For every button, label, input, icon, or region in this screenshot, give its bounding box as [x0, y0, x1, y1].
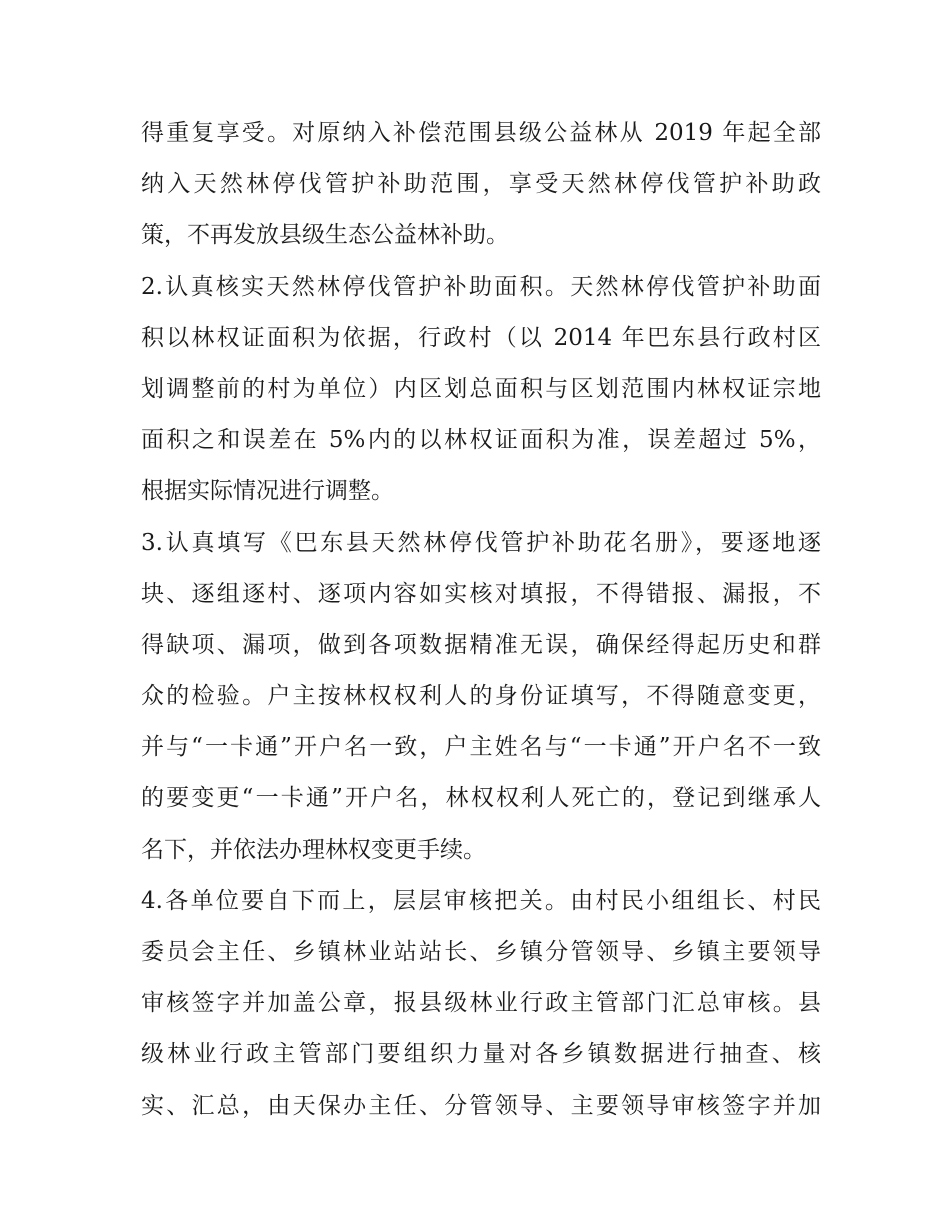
text-line: 审核签字并加盖公章，报县级林业行政主管部门汇总审核。县 — [141, 990, 821, 1017]
text-line: 名下，并依法办理林权变更手续。 — [141, 836, 486, 863]
text-line: 面积之和误差在 5%内的以林权证面积为准，误差超过 5%， — [141, 427, 821, 454]
text-line: 的要变更“一卡通”开户名，林权权利人死亡的，登记到继承人 — [141, 785, 821, 812]
text-line: 根据实际情况进行调整。 — [141, 478, 394, 505]
text-line: 众的检验。户主按林权权利人的身份证填写，不得随意变更， — [141, 683, 821, 710]
body-text — [141, 108, 821, 1132]
text-line: 4.各单位要自下而上，层层审核把关。由村民小组组长、村民 — [141, 887, 821, 914]
text-line: 策，不再发放县级生态公益林补助。 — [141, 222, 509, 249]
text-line: 积以林权证面积为依据，行政村（以 2014 年巴东县行政村区 — [141, 324, 821, 351]
text-line: 委员会主任、乡镇林业站站长、乡镇分管领导、乡镇主要领导 — [141, 939, 821, 965]
text-line: 得缺项、漏项，做到各项数据精准无误，确保经得起历史和群 — [141, 631, 821, 658]
text-line: 块、逐组逐村、逐项内容如实核对填报，不得错报、漏报，不 — [141, 580, 821, 607]
text-line: 纳入天然林停伐管护补助范围，享受天然林停伐管护补助政 — [141, 171, 821, 198]
text-line: 实、汇总，由天保办主任、分管领导、主要领导审核签字并加 — [141, 1092, 821, 1119]
text-line: 并与“一卡通”开户名一致，户主姓名与“一卡通”开户名不一致 — [141, 734, 821, 761]
text-line: 3.认真填写《巴东县天然林停伐管护补助花名册》，要逐地逐 — [141, 529, 821, 556]
text-line: 2.认真核实天然林停伐管护补助面积。天然林停伐管护补助面 — [141, 273, 821, 300]
text-line: 级林业行政主管部门要组织力量对各乡镇数据进行抽查、核 — [141, 1041, 821, 1068]
text-line: 划调整前的村为单位）内区划总面积与区划范围内林权证宗地 — [141, 375, 821, 402]
text-line: 得重复享受。对原纳入补偿范围县级公益林从 2019 年起全部 — [141, 120, 821, 146]
